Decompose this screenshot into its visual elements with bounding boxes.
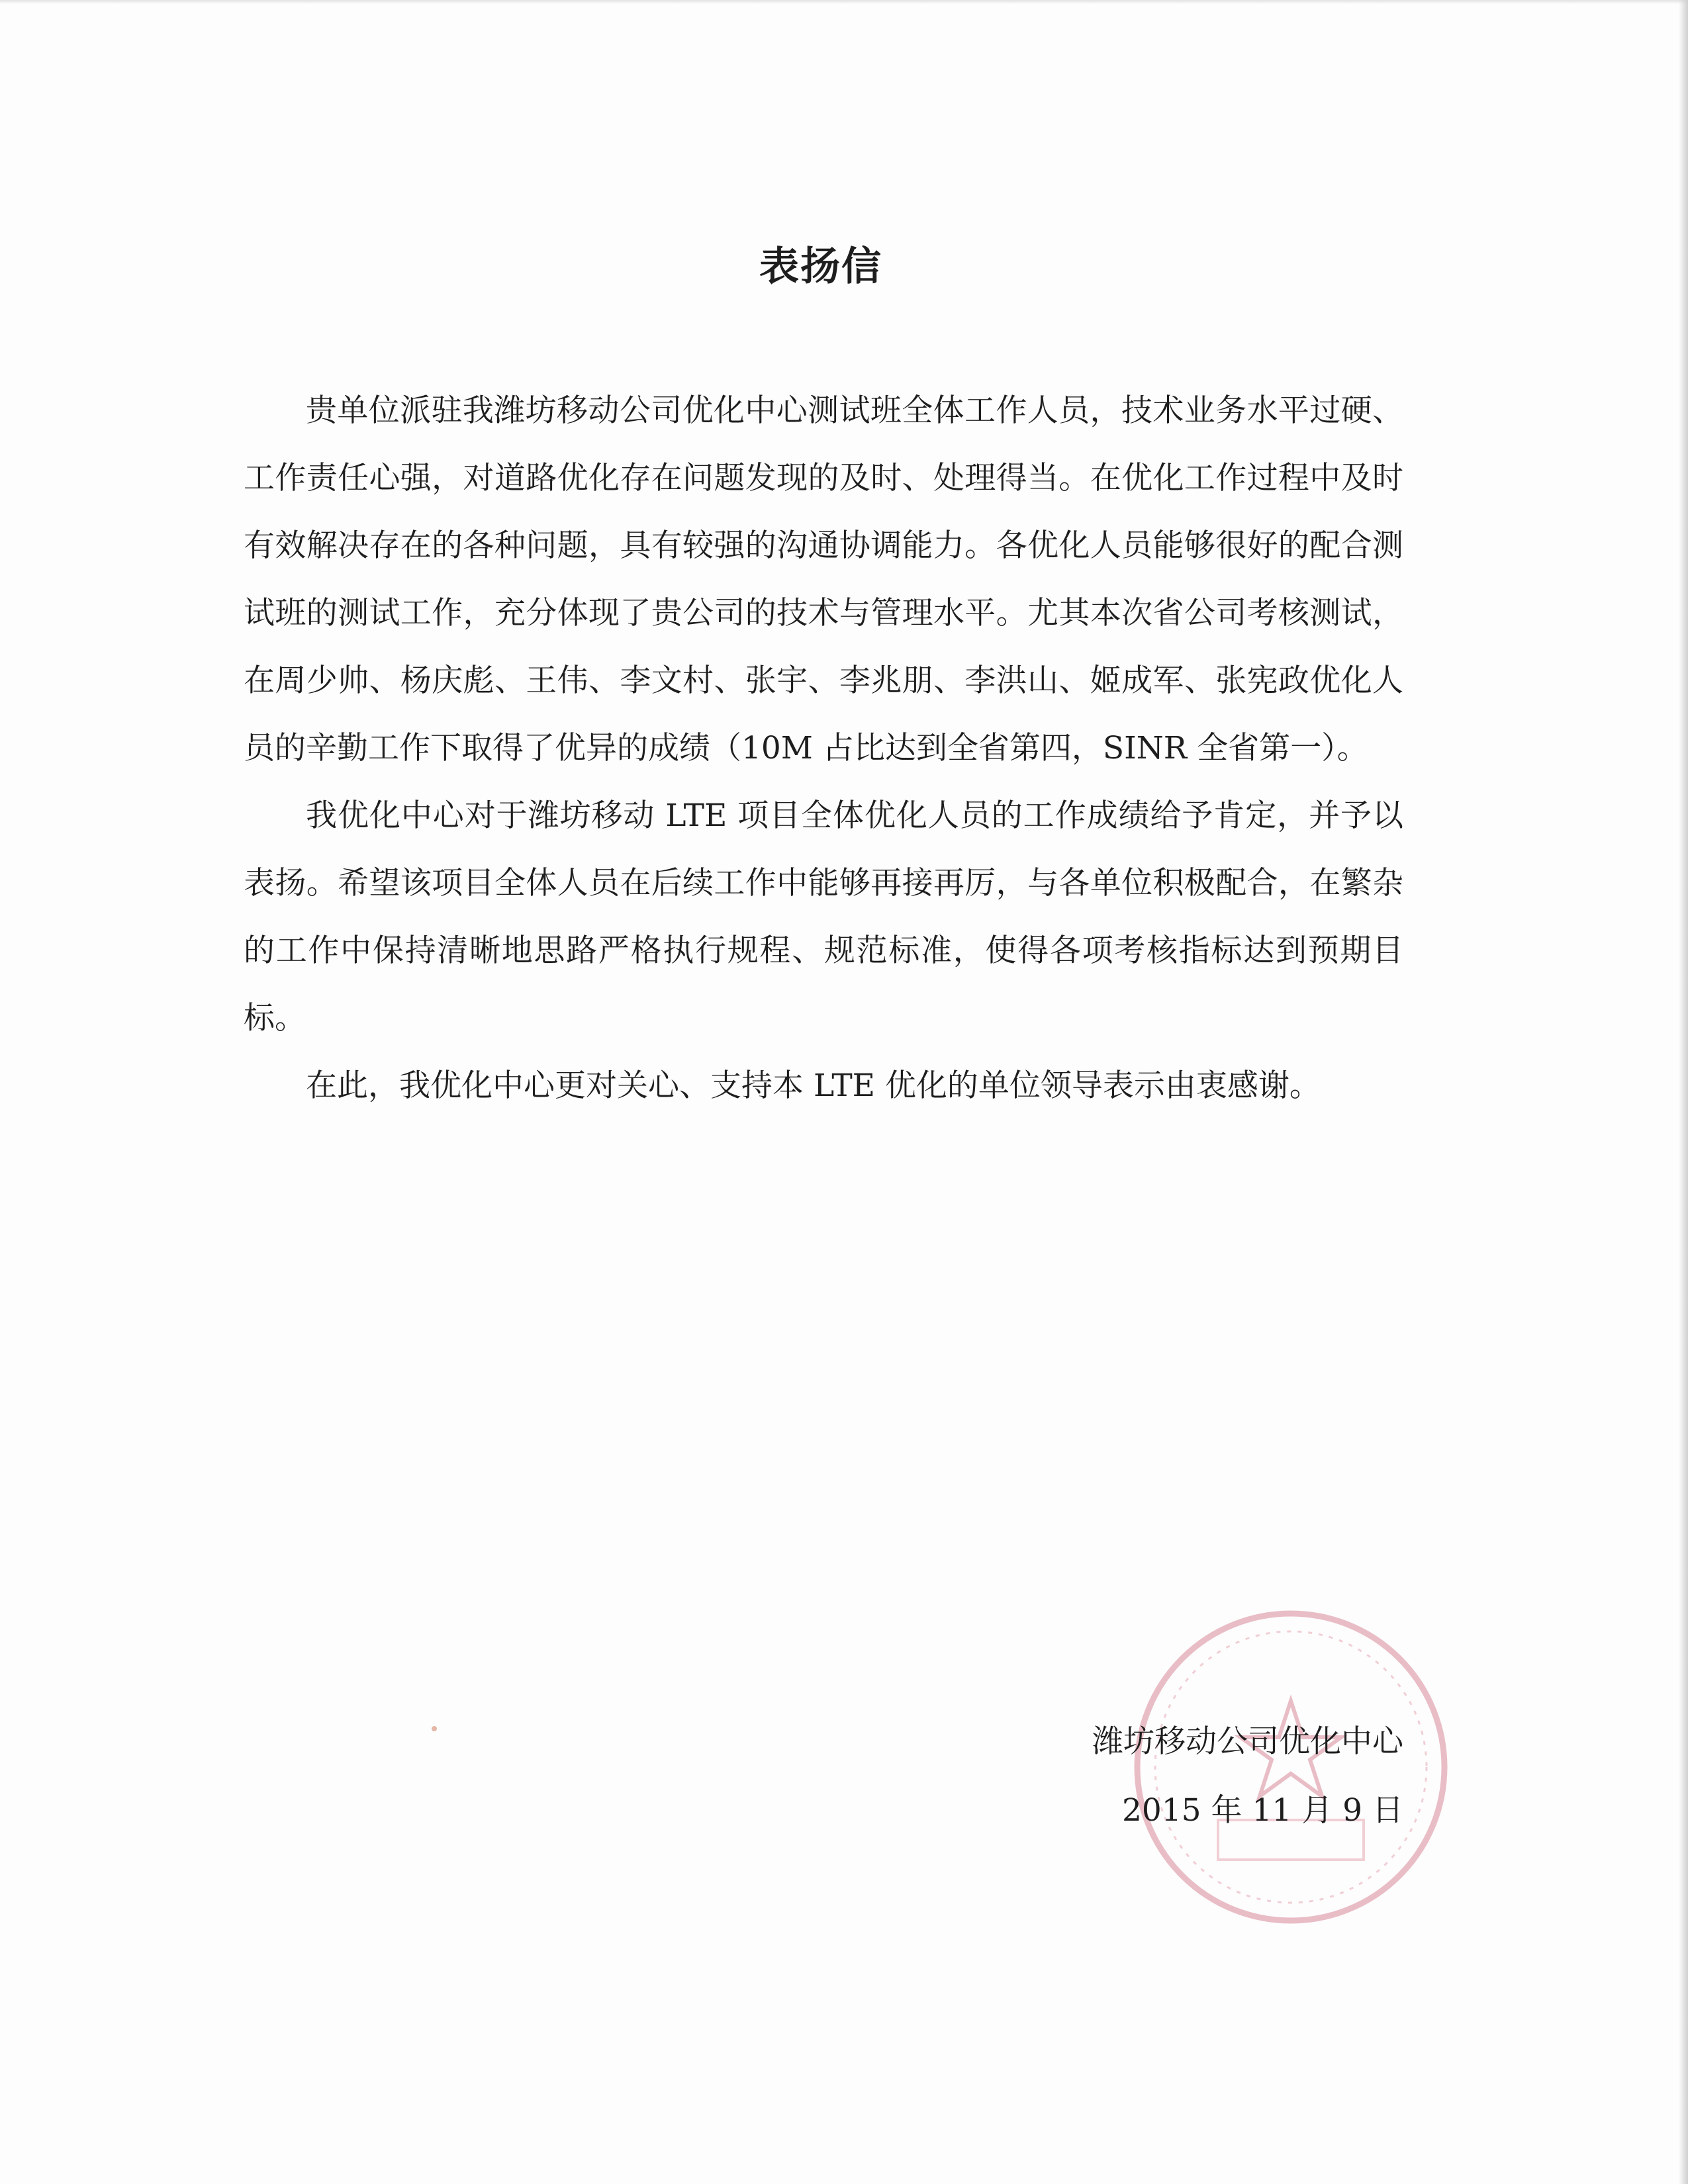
letter-body: [244, 377, 1403, 1120]
scan-edge-right: [1679, 0, 1688, 2184]
paragraph-1: 贵单位派驻我潍坊移动公司优化中心测试班全体工作人员，技术业务水平过硬、工作责任心强，对道路优化存在问题发现的及时、处理得当。在优化工作过程中及时有效解决存在的各种问题，具有较强的沟通协调能力。各优化人员能够很好的配合测试班的测试工作，充分体现了贵公司的技术与管理水平。尤其本次省公司考核测试，在周少帅、杨庆彪、王伟、李文村、张宇、李兆朋、李洪山、姬成军、张宪政优化人员的辛勤工作下取得了优异的成绩（10M 占比达到全省第四，SINR 全省第一）。: [244, 392, 1403, 766]
signature-organization: 潍坊移动公司优化中心: [1092, 1723, 1403, 1760]
letter-title: 表扬信: [759, 244, 882, 290]
paragraph-2: 我优化中心对于潍坊移动 LTE 项目全体优化人员的工作成绩给予肯定，并予以表扬。希望该项目全体人员在后续工作中能够再接再厉，与各单位积极配合，在繁杂的工作中保持清晰地思路严格执行规程、规范标准，使得各项考核指标达到预期目标。: [244, 797, 1403, 1036]
scan-speck: [432, 1726, 437, 1731]
signature-date: 2015 年 11 月 9 日: [1121, 1792, 1403, 1829]
paragraph-3: 在此，我优化中心更对关心、支持本 LTE 优化的单位领导表示由衷感谢。: [306, 1068, 1321, 1104]
scan-edge-top: [0, 0, 1688, 4]
signature-block: [927, 1707, 1403, 1845]
